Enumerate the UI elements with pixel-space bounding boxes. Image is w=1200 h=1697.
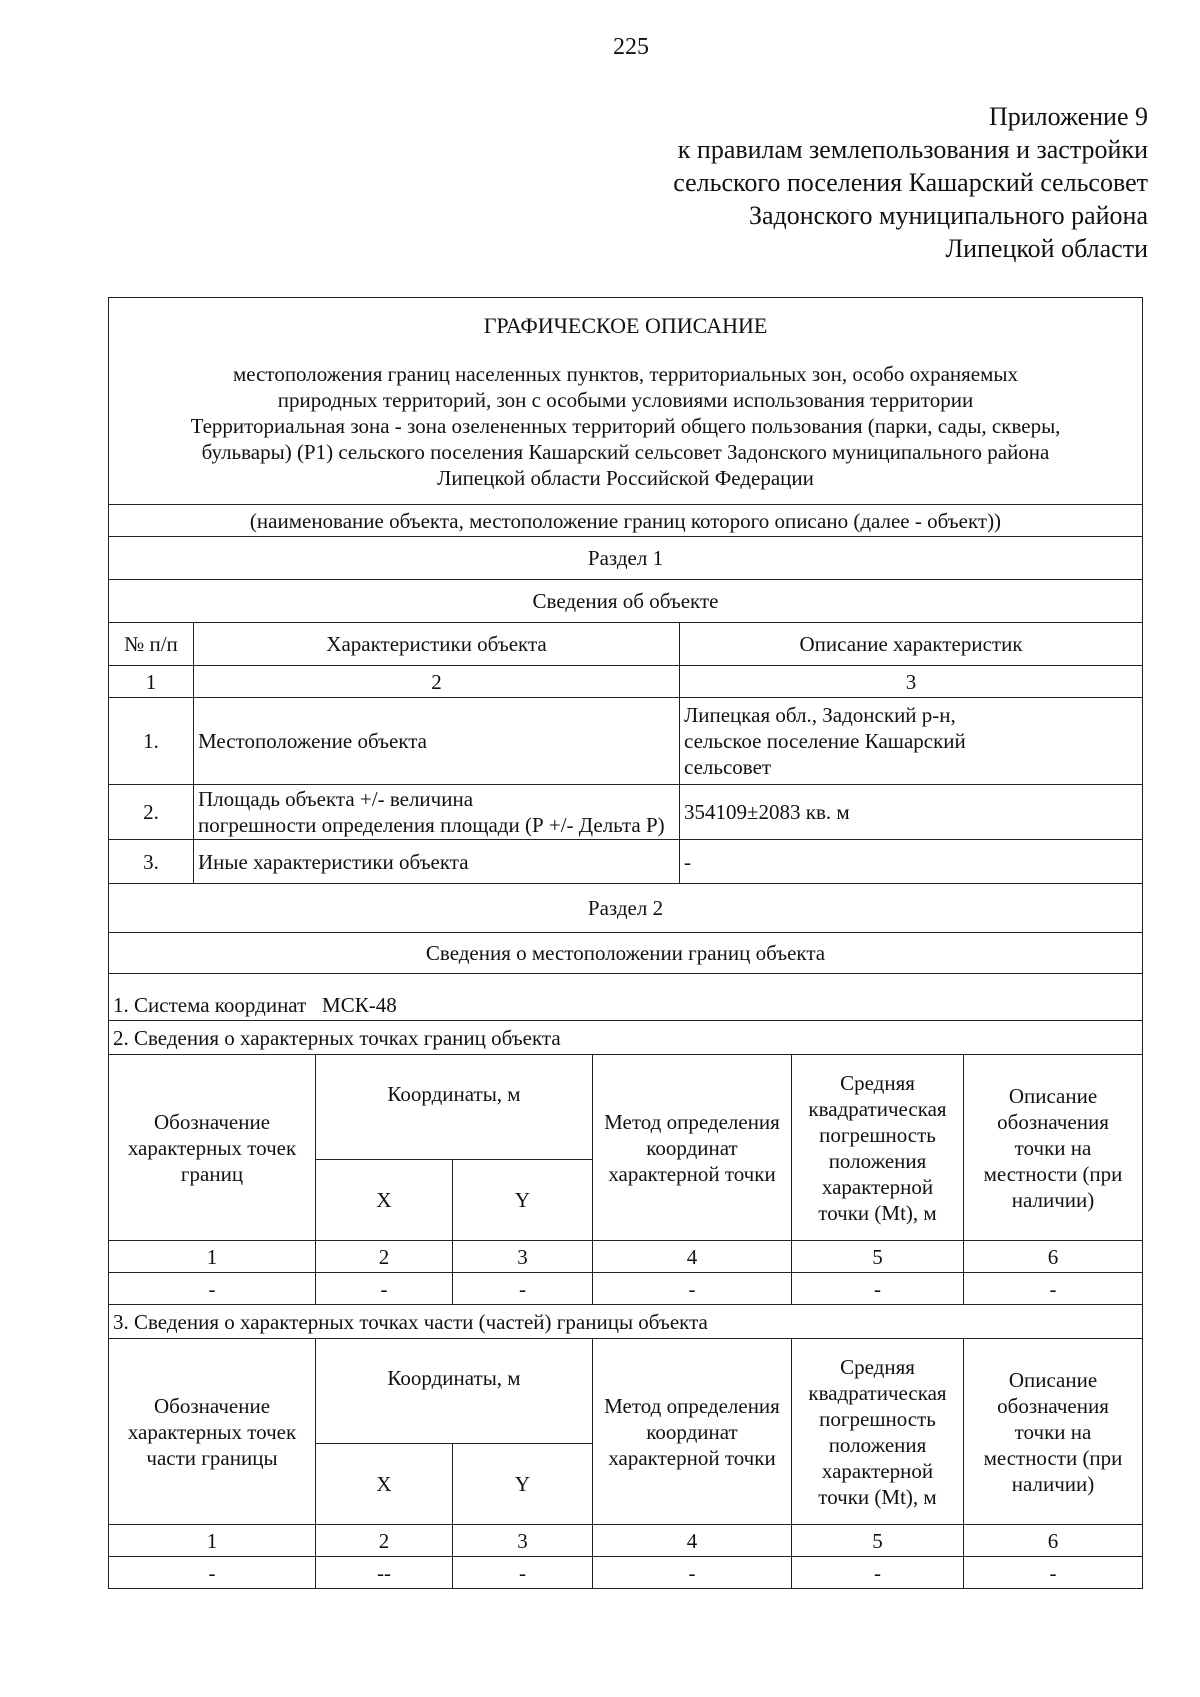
- doc-description-line: Липецкой области Российской Федерации: [437, 466, 814, 490]
- table-cell: -: [792, 1557, 964, 1589]
- doc-description-line: природных территорий, зон с особыми условиями использования территории: [277, 388, 974, 412]
- header-line: местности (при: [983, 1445, 1123, 1470]
- header-line: наличии): [1011, 1471, 1095, 1496]
- table-cell: -: [453, 1557, 593, 1589]
- parts-col-location-desc: [964, 1339, 1143, 1525]
- graphic-description-table: [108, 297, 1143, 1589]
- col-number: 1: [109, 1241, 316, 1273]
- header-line: характерных точек: [127, 1419, 297, 1444]
- header-line: Описание: [1008, 1367, 1098, 1392]
- section2-title: Раздел 2: [109, 884, 1143, 933]
- points-col-error: [792, 1055, 964, 1241]
- parts-col-coords: Координаты, м: [316, 1339, 593, 1444]
- points-heading: 2. Сведения о характерных точках границ объекта: [109, 1021, 1143, 1055]
- points-col-designation: [109, 1055, 316, 1241]
- header-line: точки (Mt), м: [818, 1200, 937, 1225]
- header-line: точки на: [1014, 1135, 1092, 1160]
- header-cell: [109, 298, 1143, 505]
- table-cell: -: [109, 1273, 316, 1305]
- header-line: положения: [828, 1148, 927, 1173]
- col-number: 4: [593, 1525, 792, 1557]
- appendix-line: Приложение 9: [988, 102, 1148, 131]
- header-line: местности (при: [983, 1161, 1123, 1186]
- row-description: [680, 698, 1143, 785]
- table-cell: -: [964, 1273, 1143, 1305]
- characteristic-line: Местоположение объекта: [198, 729, 428, 753]
- header-line: обозначения: [997, 1109, 1109, 1134]
- header-line: характерной точки: [608, 1445, 776, 1470]
- col-header-num: № п/п: [109, 623, 194, 666]
- header-line: наличии): [1011, 1187, 1095, 1212]
- parts-col-x: X: [316, 1444, 453, 1525]
- points-col-location-desc: [964, 1055, 1143, 1241]
- header-line: части границы: [146, 1445, 278, 1470]
- header-line: Обозначение: [153, 1393, 271, 1418]
- doc-description-line: местоположения границ населенных пунктов, территориальных зон, особо охраняемых: [232, 362, 1019, 386]
- description-line: сельское поселение Кашарский: [684, 729, 966, 753]
- header-line: Метод определения: [604, 1393, 780, 1418]
- header-line: границ: [180, 1161, 244, 1186]
- col-header-description: Описание характеристик: [680, 623, 1143, 666]
- characteristic-line: Площадь объекта +/- величина: [198, 787, 474, 811]
- points-col-x: X: [316, 1160, 453, 1241]
- coord-system-value: МСК-48: [322, 993, 397, 1017]
- header-line: координат: [646, 1419, 738, 1444]
- parts-heading: 3. Сведения о характерных точках части (частей) границы объекта: [109, 1305, 1143, 1339]
- table-cell: -: [316, 1273, 453, 1305]
- header-line: характерной точки: [608, 1161, 776, 1186]
- col-number: 5: [792, 1241, 964, 1273]
- header-line: характерных точек: [127, 1135, 297, 1160]
- characteristic-line: Иные характеристики объекта: [198, 849, 469, 874]
- coord-system-row: [109, 974, 1143, 1021]
- doc-description-line: Территориальная зона - зона озелененных территорий общего пользования (парки, сады, скверы,: [190, 414, 1061, 438]
- header-line: Метод определения: [604, 1109, 780, 1134]
- description-line: Липецкая обл., Задонский р-н,: [684, 703, 956, 727]
- header-line: обозначения: [997, 1393, 1109, 1418]
- points-col-method: [593, 1055, 792, 1241]
- characteristic-line: погрешности определения площади (Р +/- Дельта Р): [198, 813, 665, 837]
- col-number: 1: [109, 1525, 316, 1557]
- header-line: квадратическая: [808, 1096, 947, 1121]
- row-description: [680, 785, 1143, 840]
- table-cell: -: [109, 1557, 316, 1589]
- header-line: Обозначение: [153, 1109, 271, 1134]
- header-line: характерной: [821, 1458, 934, 1483]
- doc-description-line: бульвары) (Р1) сельского поселения Кашарский сельсовет Задонского муниципального района: [201, 440, 1050, 464]
- col-number: 6: [964, 1525, 1143, 1557]
- appendix-line: сельского поселения Кашарский сельсовет: [673, 168, 1148, 197]
- col-number: 2: [194, 666, 680, 698]
- header-line: квадратическая: [808, 1380, 947, 1405]
- header-line: координат: [646, 1135, 738, 1160]
- appendix-line: Задонского муниципального района: [748, 201, 1148, 230]
- header-line: Средняя: [840, 1070, 915, 1095]
- object-caption: (наименование объекта, местоположение границ которого описано (далее - объект)): [109, 505, 1143, 537]
- description-line: -: [684, 849, 691, 874]
- col-number: 3: [453, 1525, 593, 1557]
- points-col-y: Y: [453, 1160, 593, 1241]
- table-cell: -: [453, 1273, 593, 1305]
- coord-system-label: 1. Система координат: [113, 993, 307, 1017]
- appendix-block: [673, 100, 1148, 265]
- header-line: точки (Mt), м: [818, 1484, 937, 1509]
- col-number: 3: [680, 666, 1143, 698]
- table-cell: -: [964, 1557, 1143, 1589]
- doc-description: [113, 361, 1138, 491]
- table-cell: -: [593, 1273, 792, 1305]
- table-cell: -: [593, 1557, 792, 1589]
- col-number: 2: [316, 1241, 453, 1273]
- header-line: Средняя: [840, 1354, 915, 1379]
- header-line: характерной: [821, 1174, 934, 1199]
- row-num: 2.: [109, 785, 194, 840]
- table-cell: --: [316, 1557, 453, 1589]
- appendix-line: Липецкой области: [945, 234, 1148, 263]
- row-description: [680, 840, 1143, 884]
- points-col-coords: Координаты, м: [316, 1055, 593, 1160]
- parts-col-method: [593, 1339, 792, 1525]
- section1-title: Раздел 1: [109, 537, 1143, 580]
- description-line: сельсовет: [684, 755, 772, 779]
- col-number: 2: [316, 1525, 453, 1557]
- table-cell: -: [792, 1273, 964, 1305]
- parts-col-y: Y: [453, 1444, 593, 1525]
- section2-subtitle: Сведения о местоположении границ объекта: [109, 933, 1143, 974]
- appendix-line: к правилам землепользования и застройки: [677, 135, 1148, 164]
- row-num: 1.: [109, 698, 194, 785]
- col-number: 3: [453, 1241, 593, 1273]
- description-line: 354109±2083 кв. м: [684, 800, 850, 824]
- parts-col-error: [792, 1339, 964, 1525]
- col-number: 6: [964, 1241, 1143, 1273]
- doc-title: ГРАФИЧЕСКОЕ ОПИСАНИЕ: [483, 313, 768, 338]
- header-line: точки на: [1014, 1419, 1092, 1444]
- row-num: 3.: [109, 840, 194, 884]
- col-number: 1: [109, 666, 194, 698]
- section1-subtitle: Сведения об объекте: [109, 580, 1143, 623]
- col-number: 4: [593, 1241, 792, 1273]
- page-number: 225: [613, 34, 649, 60]
- row-characteristic: [194, 698, 680, 785]
- row-characteristic: [194, 840, 680, 884]
- header-line: погрешность: [819, 1122, 936, 1147]
- header-line: погрешность: [819, 1406, 936, 1431]
- header-line: положения: [828, 1432, 927, 1457]
- row-characteristic: [194, 785, 680, 840]
- col-number: 5: [792, 1525, 964, 1557]
- header-line: Описание: [1008, 1083, 1098, 1108]
- parts-col-designation: [109, 1339, 316, 1525]
- col-header-characteristic: Характеристики объекта: [194, 623, 680, 666]
